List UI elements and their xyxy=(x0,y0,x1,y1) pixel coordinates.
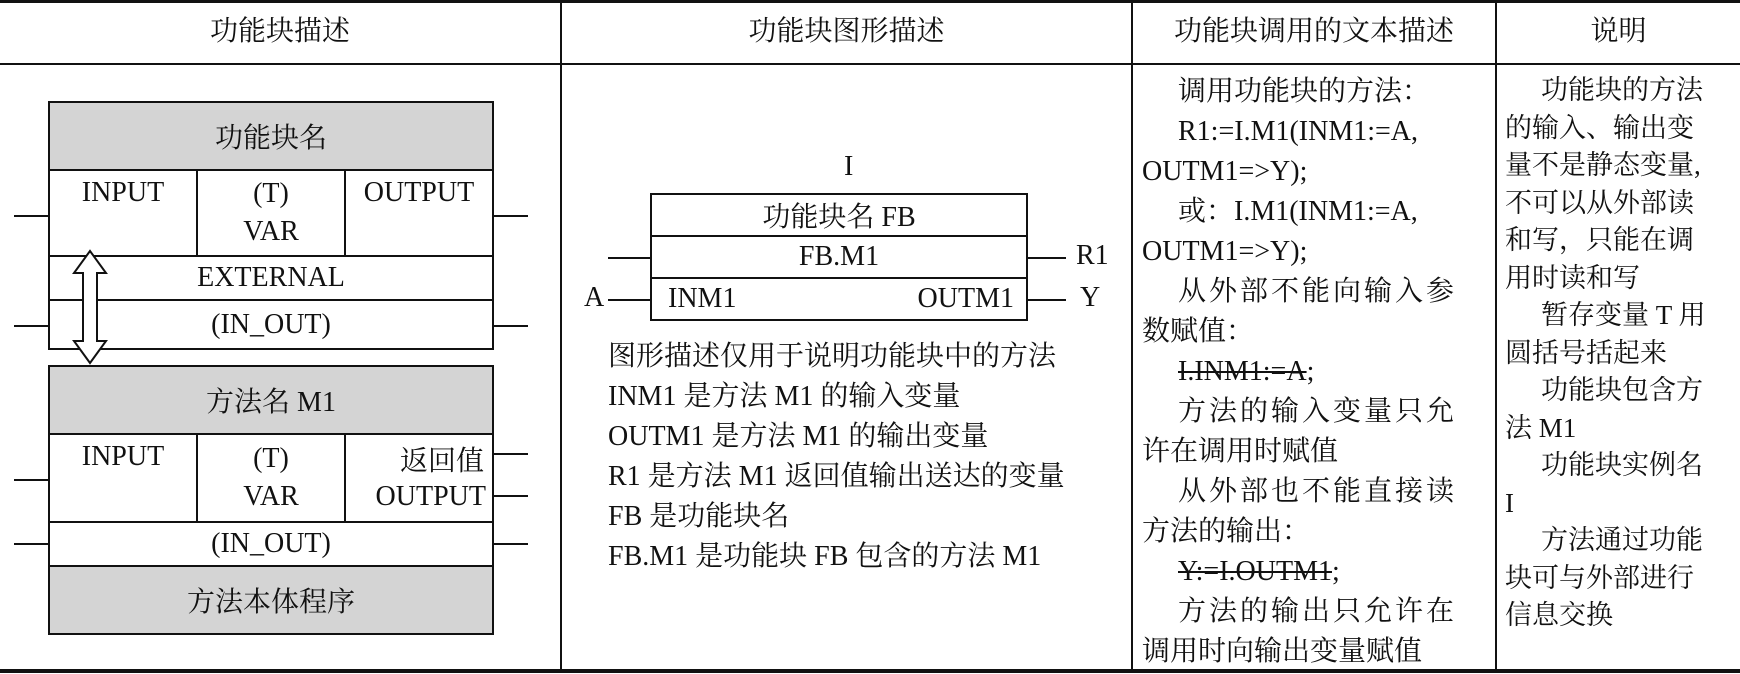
text-line: 数赋值： xyxy=(1142,316,1255,347)
method-return-output-cell xyxy=(344,433,494,523)
method-var-cell: (T) VAR xyxy=(196,433,346,523)
method-input-cell: INPUT xyxy=(48,433,198,523)
explain-line: 的输入、输出变 xyxy=(1505,112,1694,143)
method-in-out-cell: (IN_OUT) xyxy=(48,521,494,567)
explanation xyxy=(1505,72,1737,635)
graphic-io-cell xyxy=(650,277,1028,321)
explain-line: I xyxy=(1505,487,1514,518)
fb-output-cell: OUTPUT xyxy=(344,169,494,257)
text-line: OUTM1=>Y); xyxy=(1142,156,1308,187)
explain-line: 和写，只能在调 xyxy=(1505,225,1694,255)
fb-name-cell: 功能块名 xyxy=(48,101,494,171)
graphic-fb-title-cell: 功能块名 FB xyxy=(650,193,1028,237)
graphic-outm1-label: OUTM1 xyxy=(917,283,1014,314)
text-description xyxy=(1142,72,1492,672)
text-line: 从外部不能向输入参 xyxy=(1178,276,1458,307)
explain-line: 信息交换 xyxy=(1505,600,1613,630)
pin-method-output-right xyxy=(494,495,528,497)
explain-line: 功能块实例名 xyxy=(1541,450,1703,480)
graphic-note-line: FB 是功能块名 xyxy=(608,501,790,532)
col-divider-2 xyxy=(1131,0,1133,672)
fb-input-cell: INPUT xyxy=(48,169,198,257)
text-line: R1:=I.M1(INM1:=A, xyxy=(1178,116,1419,147)
explain-line: 不可以从外部读 xyxy=(1505,187,1694,218)
graphic-pin-left-input xyxy=(608,299,650,301)
header-fb-graphic: 功能块图形描述 xyxy=(748,16,945,47)
header-explain: 说明 xyxy=(1590,16,1647,47)
explain-line: 圆括号括起来 xyxy=(1505,337,1667,368)
graphic-note-line: INM1 是方法 M1 的输入变量 xyxy=(608,381,961,412)
explain-line: 功能块的方法 xyxy=(1541,75,1703,105)
pin-method-input-left xyxy=(14,479,48,481)
text-line: 方法的输出只允许在 xyxy=(1178,596,1458,627)
pin-output-right xyxy=(494,215,528,217)
graphic-note-line: 图形描述仅用于说明功能块中的方法 xyxy=(608,341,1057,372)
pin-method-inout-right xyxy=(494,543,528,545)
pin-method-inout-left xyxy=(14,543,48,545)
graphic-notes xyxy=(608,337,1128,577)
text-line: 调用时向输出变量赋值 xyxy=(1142,636,1423,667)
graphic-y-label: Y xyxy=(1080,282,1101,313)
fb-in-out-cell: (IN_OUT) xyxy=(48,299,494,350)
text-line: 从外部也不能直接读 xyxy=(1178,476,1458,507)
header-fb-text: 功能块调用的文本描述 xyxy=(1173,16,1454,47)
pin-inout-right xyxy=(494,325,528,327)
method-output-label: OUTPUT xyxy=(375,481,486,512)
graphic-pin-left-method xyxy=(608,257,650,259)
instance-label: I xyxy=(844,151,854,182)
explain-line: 方法通过功能 xyxy=(1541,525,1703,555)
graphic-note-line: OUTM1 是方法 M1 的输出变量 xyxy=(608,421,989,452)
graphic-r1-label: R1 xyxy=(1076,240,1109,271)
pin-input-left xyxy=(14,215,48,217)
fb-graphic-diagram xyxy=(562,65,1131,669)
graphic-note-line: R1 是方法 M1 返回值输出送达的变量 xyxy=(608,461,1065,492)
text-line: OUTM1=>Y); xyxy=(1142,236,1308,267)
explain-line: 功能块包含方 xyxy=(1541,375,1703,405)
text-line-strike: I.INM1:=A; xyxy=(1178,356,1315,387)
pin-inout-left xyxy=(14,325,48,327)
graphic-pin-right-output xyxy=(1028,299,1066,301)
pin-method-return-right xyxy=(494,453,528,455)
method-body-cell: 方法本体程序 xyxy=(48,565,494,635)
text-line-strike: Y:=I.OUTM1; xyxy=(1178,556,1340,587)
text-line: 或：I.M1(INM1:=A, xyxy=(1178,196,1418,227)
explain-line: 法 M1 xyxy=(1505,412,1577,443)
fb-description-diagram xyxy=(0,65,560,669)
graphic-method-cell: FB.M1 xyxy=(650,235,1028,279)
header-fb-desc: 功能块描述 xyxy=(209,16,350,47)
graphic-pin-right-return xyxy=(1028,257,1066,259)
explain-line: 用时读和写 xyxy=(1505,262,1640,293)
fb-var-cell: (T) VAR xyxy=(196,169,346,257)
graphic-inm1-label: INM1 xyxy=(668,283,737,314)
graphic-note-line: FB.M1 是功能块 FB 包含的方法 M1 xyxy=(608,541,1042,572)
double-arrow-icon xyxy=(70,249,110,365)
method-name-cell: 方法名 M1 xyxy=(48,365,494,435)
text-line: 调用功能块的方法： xyxy=(1178,76,1431,107)
text-line: 许在调用时赋值 xyxy=(1142,436,1339,467)
method-return-label: 返回值 xyxy=(399,446,484,477)
explain-line: 量不是静态变量, xyxy=(1505,150,1701,180)
text-line: 方法的输出： xyxy=(1142,516,1311,547)
graphic-a-label: A xyxy=(584,282,605,313)
text-line: 方法的输入变量只允 xyxy=(1178,396,1458,427)
explain-line: 块可与外部进行 xyxy=(1505,562,1694,593)
fb-external-cell: EXTERNAL xyxy=(48,255,494,301)
col-divider-3 xyxy=(1495,0,1497,672)
explain-line: 暂存变量 T 用 xyxy=(1541,300,1706,330)
